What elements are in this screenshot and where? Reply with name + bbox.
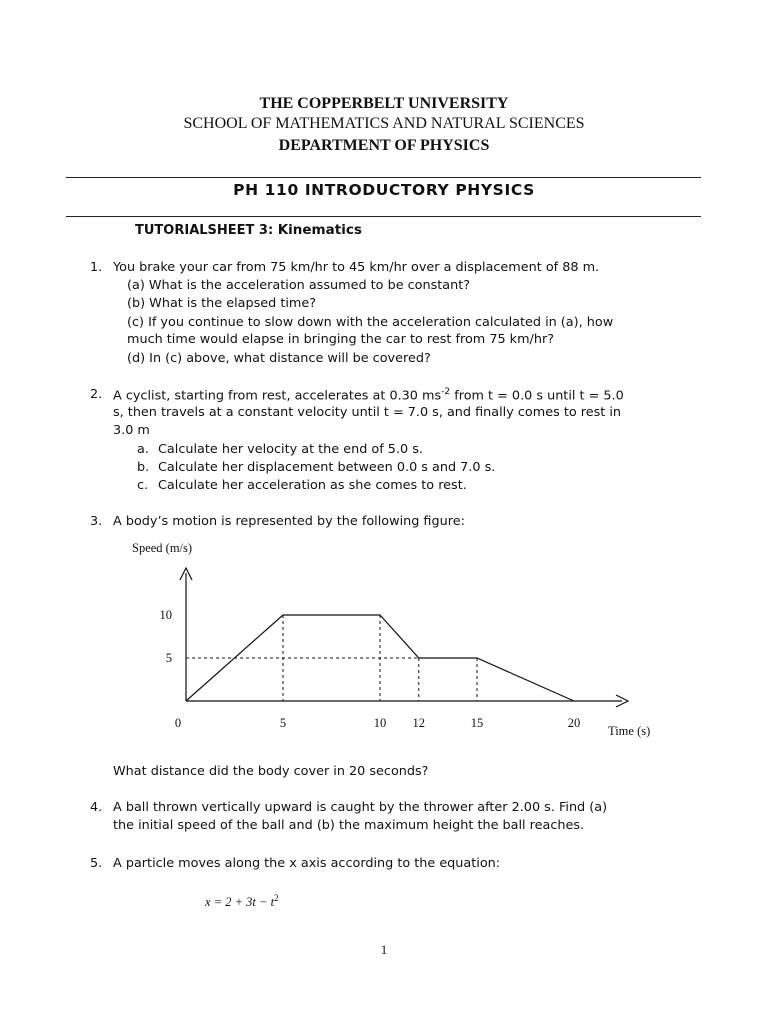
sub-question-d: (d) In (c) above, what distance will be covered? [127, 351, 431, 366]
y-tick-labels [160, 608, 173, 665]
sub-question-c-cont: much time would elapse in bringing the car to rest from 75 km/hr? [127, 332, 555, 347]
school-name: SCHOOL OF MATHEMATICS AND NATURAL SCIENCES [183, 115, 585, 132]
y-axis-label: Speed (m/s) [132, 541, 193, 555]
question-text-line-1: A ball thrown vertically upward is caught by the thrower after 2.00 s. Find (a) [113, 800, 608, 815]
sub-question-b: Calculate her displacement between 0.0 s and 7.0 s. [158, 460, 496, 475]
sub-question-a: (a) What is the acceleration assumed to be constant? [127, 278, 471, 293]
text-part: A cyclist, starting from rest, accelerates at 0.30 ms [113, 388, 442, 404]
motion-equation [205, 893, 279, 910]
equation-exponent: 2 [274, 893, 279, 903]
sheet-label: TUTORIALSHEET 3: [135, 223, 278, 238]
x-tick-label: 15 [470, 716, 484, 730]
sheet-topic: Kinematics [277, 222, 362, 238]
equation-body: x = 2 + 3t − t [205, 895, 275, 910]
department-name: DEPARTMENT OF PHYSICS [278, 137, 490, 154]
question-number: 3. [90, 514, 103, 529]
x-tick-label: 12 [412, 716, 426, 730]
sub-label-b: b. [137, 460, 150, 475]
sub-label-a: a. [137, 442, 149, 457]
question-number: 2. [90, 387, 103, 402]
question-text-line-3: 3.0 m [113, 423, 150, 438]
x-axis-label: Time (s) [608, 724, 651, 738]
university-name: THE COPPERBELT UNIVERSITY [259, 95, 509, 112]
sub-question-c: (c) If you continue to slow down with the acceleration calculated in (a), how [127, 315, 614, 330]
question-number: 4. [90, 800, 103, 815]
course-title: PH 110 INTRODUCTORY PHYSICS [233, 181, 535, 199]
x-tick-label: 5 [279, 716, 287, 730]
page-number: 1 [380, 942, 388, 957]
x-tick-label: 0 [174, 716, 182, 730]
question-text: A body’s motion is represented by the following figure: [113, 514, 465, 529]
y-tick-label: 5 [165, 651, 172, 665]
sub-question-c: Calculate her acceleration as she comes to rest. [158, 478, 467, 493]
question-number: 1. [90, 260, 103, 275]
question-text-line-2: the initial speed of the ball and (b) the maximum height the ball reaches. [113, 818, 585, 833]
question-followup: What distance did the body cover in 20 seconds? [113, 764, 429, 779]
x-tick-label: 10 [373, 716, 387, 730]
question-number: 5. [90, 856, 103, 871]
question-text-line-2: s, then travels at a constant velocity until t = 7.0 s, and finally comes to rest in [113, 405, 622, 420]
question-text: You brake your car from 75 km/hr to 45 km/hr over a displacement of 88 m. [113, 260, 600, 275]
sub-question-b: (b) What is the elapsed time? [127, 296, 317, 311]
question-text: A particle moves along the x axis according to the equation: [113, 856, 501, 871]
sub-question-a: Calculate her velocity at the end of 5.0 s. [158, 442, 423, 457]
superscript: -2 [441, 387, 451, 397]
sub-label-c: c. [137, 478, 149, 493]
x-tick-label: 20 [567, 716, 581, 730]
text-part: from t = 0.0 s until t = 5.0 [450, 388, 624, 404]
y-tick-label: 10 [159, 608, 172, 622]
x-tick-labels [175, 716, 580, 730]
